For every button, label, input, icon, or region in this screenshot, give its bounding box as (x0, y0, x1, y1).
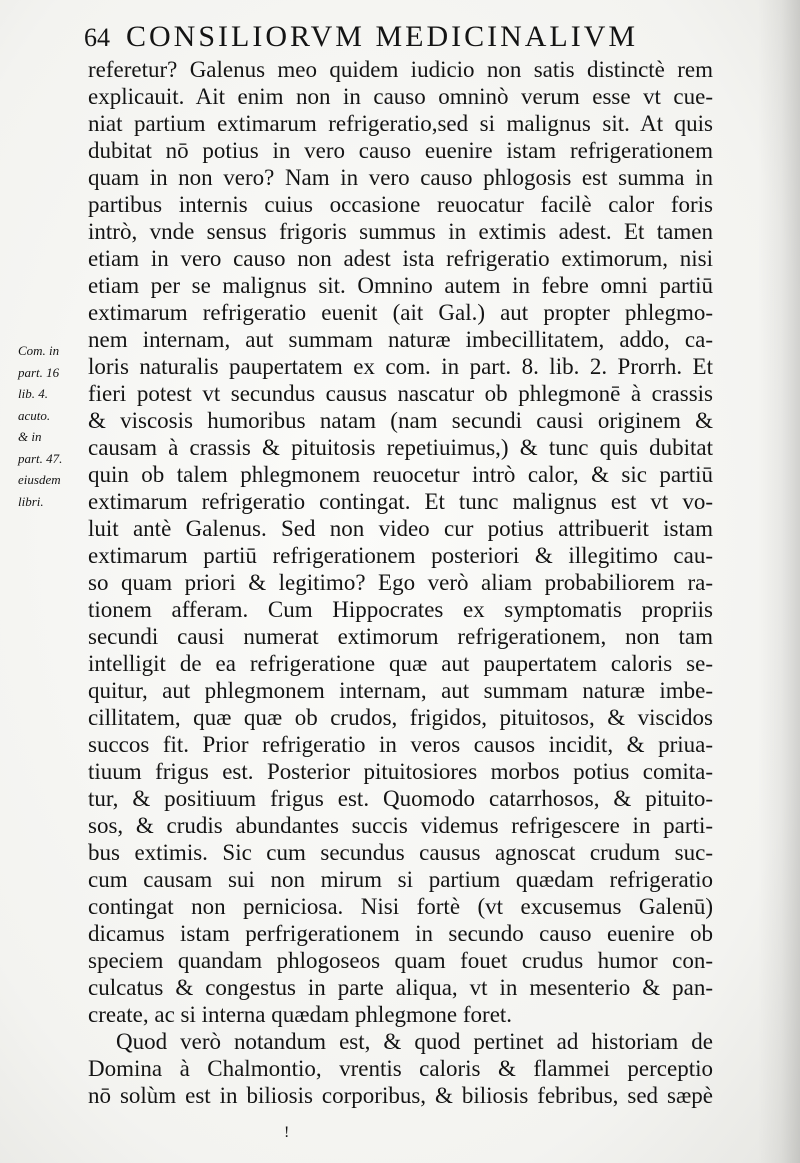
text-line: explicauit. Ait enim non in causo omninò verum esse vt cue- (88, 84, 713, 109)
text-line: quam in non vero? Nam in vero causo phlogosis est summa in (88, 165, 713, 190)
text-line: intelligit de ea refrigeratione quæ aut paupertatem caloris se- (88, 651, 713, 676)
text-line: quitur, aut phlegmonem internam, aut summam naturæ imbe- (88, 678, 713, 703)
text-line: causam à crassis & pituitosis repetiuimus,) & tunc quis dubitat (88, 435, 713, 460)
footer-mark: ! (284, 1124, 290, 1141)
text-line: tionem afferam. Cum Hippocrates ex symptomatis propriis (88, 597, 713, 622)
margin-note-line: eiusdem (18, 472, 61, 487)
text-line: dicamus istam perfrigerationem in secundo causo euenire ob (88, 921, 713, 946)
margin-note-line: part. 47. (18, 450, 63, 466)
text-line: referetur? Galenus meo quidem iudicio non satis distinctè rem (88, 57, 713, 82)
margin-note-line: part. 16 (18, 364, 60, 380)
margin-note-line: & in (18, 429, 42, 444)
margin-note-line: libri. (18, 493, 44, 509)
page-header (84, 20, 684, 60)
text-line: extimarum refrigeratio euenit (ait Gal.) aut propter phlegmo- (88, 300, 713, 325)
page-number: 64 (84, 23, 110, 52)
text-line: etiam in vero causo non adest ista refrigeratio extimorum, nisi (88, 246, 713, 271)
text-line: so quam priori & legitimo? Ego verò aliam probabiliorem ra- (88, 570, 713, 595)
margin-note-line: Com. in (18, 343, 60, 358)
text-line: nem internam, aut summam naturæ imbecillitatem, addo, ca- (88, 327, 713, 352)
text-line: partibus internis cuius occasione reuocatur facilè calor foris (88, 192, 713, 217)
body-text (88, 56, 713, 1109)
text-line: dubitat nō potius in vero causo euenire istam refrigerationem (88, 138, 713, 163)
page-gutter-shadow (758, 0, 800, 1163)
text-line: secundi causi numerat extimorum refrigerationem, non tam (88, 624, 713, 649)
margin-note-line: acuto. (18, 407, 51, 423)
margin-note-line: lib. 4. (18, 386, 48, 401)
text-line: luit antè Galenus. Sed non video cur potius attribuerit istam (88, 516, 713, 541)
text-line: quin ob talem phlegmonem reuocetur intrò calor, & sic partiū (88, 462, 713, 487)
text-line: culcatus & congestus in parte aliqua, vt in mesenterio & pan- (88, 975, 713, 1000)
text-line: loris naturalis paupertatem ex com. in part. 8. lib. 2. Prorrh. Et (88, 354, 713, 379)
margin-note (18, 340, 90, 512)
text-line: fieri potest vt secundus causus nascatur ob phlegmonē à crassis (88, 381, 713, 406)
text-line: contingat non perniciosa. Nisi fortè (vt excusemus Galenū) (88, 894, 713, 919)
text-line: intrò, vnde sensus frigoris summus in extimis adest. Et tamen (88, 219, 713, 244)
text-line: cum causam sui non mirum si partium quædam refrigeratio (88, 867, 713, 892)
text-line: etiam per se malignus sit. Omnino autem in febre omni partiū (88, 273, 713, 298)
text-line: cillitatem, quæ quæ ob crudos, frigidos, pituitosos, & viscidos (88, 705, 713, 730)
text-line: succos fit. Prior refrigeratio in veros causos incidit, & priua- (88, 732, 713, 757)
text-line: sos, & crudis abundantes succis videmus refrigescere in parti- (88, 813, 713, 838)
text-line: tiuum frigus est. Posterior pituitosiores morbos potius comita- (88, 759, 713, 784)
text-line: nō solùm est in biliosis corporibus, & biliosis febribus, sed sæpè (88, 1083, 713, 1108)
text-line: bus extimis. Sic cum secundus causus agnoscat crudum suc- (88, 840, 713, 865)
text-line: extimarum partiū refrigerationem posteriori & illegitimo cau- (88, 543, 713, 568)
text-line: Domina à Chalmontio, vrentis caloris & flammei perceptio (88, 1056, 713, 1081)
running-title: CONSILIORVM MEDICINALIVM (126, 20, 639, 53)
text-line: speciem quandam phlogoseos quam fouet crudus humor con- (88, 948, 713, 973)
text-line: niat partium extimarum refrigeratio,sed si malignus sit. At quis (88, 111, 713, 136)
text-line: tur, & positiuum frigus est. Quomodo catarrhosos, & pituito- (88, 786, 713, 811)
text-line: create, ac si interna quædam phlegmone foret. (88, 1002, 513, 1027)
text-line: Quod verò notandum est, & quod pertinet ad historiam de (116, 1029, 713, 1054)
text-line: & viscosis humoribus natam (nam secundi causi originem & (88, 408, 713, 433)
text-line: extimarum refrigeratio contingat. Et tunc malignus est vt vo- (88, 489, 713, 514)
